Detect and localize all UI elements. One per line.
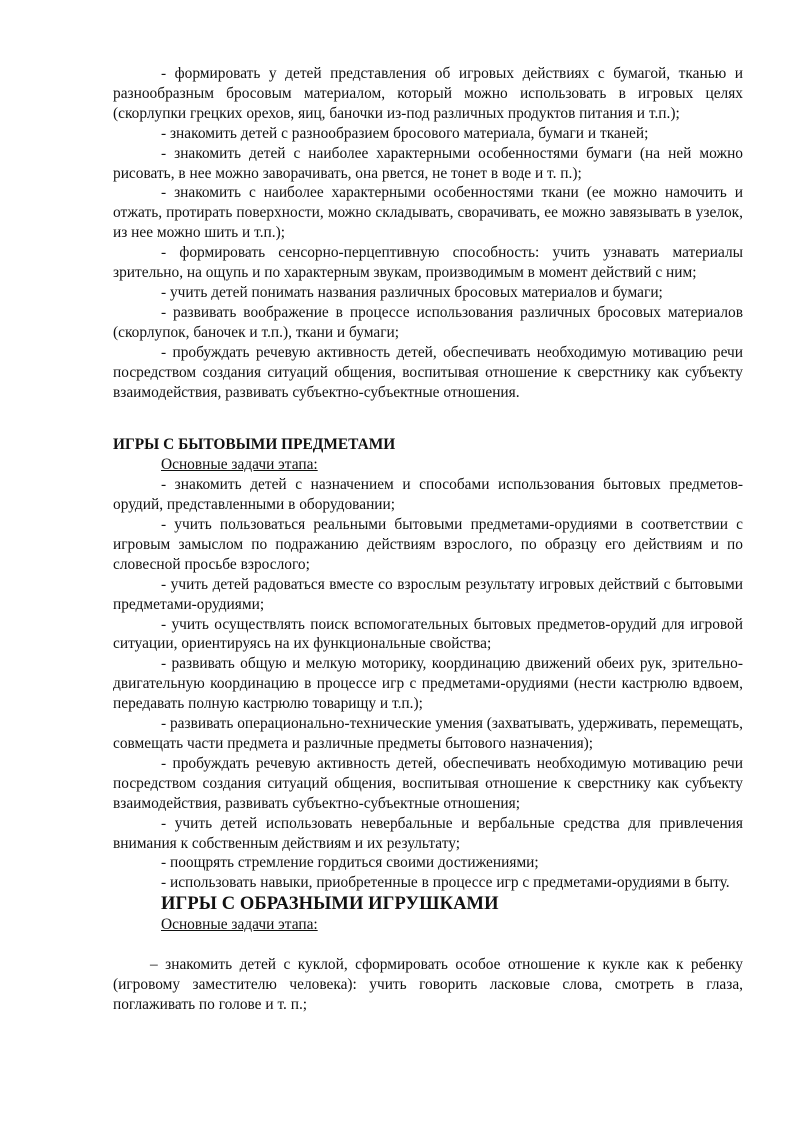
list-item: - знакомить с наиболее характерными особенностями ткани (ее можно намочить и отжать, протирать поверхности, можно складывать, сворачивать, ее можно завязывать в узелок, из нее можно шить и т.п.); [113, 184, 743, 242]
list-item: - учить осуществлять поиск вспомогательных бытовых предметов-орудий для игровой ситуации, ориентируясь на их функциональные свойства; [113, 615, 743, 653]
list-item: - развивать операционально-технические умения (захватывать, удерживать, перемещать, совмещать части предмета и различные предметы бытового назначения); [113, 715, 743, 752]
list-item: - учить детей использовать невербальные и вербальные средства для привлечения внимания к собственным действиям и их результату; [113, 814, 743, 852]
list-item: - пробуждать речевую активность детей, обеспечивать необходимую мотивацию речи посредством создания ситуаций общения, воспитывая отношение к сверстнику как субъекту взаимодействия, развивать субъектно-субъектные отношения; [113, 754, 743, 812]
list-item: - поощрять стремление гордиться своими достижениями; [161, 854, 539, 872]
document-page [113, 64, 743, 1015]
list-item: - знакомить детей с разнообразием бросового материала, бумаги и тканей; [161, 124, 649, 142]
list-item: - развивать общую и мелкую моторику, координацию движений обеих рук, зрительно-двигательную координацию в процессе игр с предметами-орудиями (нести кастрюлю вдвоем, передавать полную кастрюлю товарищу и т.п.); [113, 655, 743, 713]
spacer [113, 935, 743, 955]
list-item: - формировать у детей представления об игровых действиях с бумагой, тканью и разнообразным бросовым материалом, который можно использовать в игровых целях (скорлупки грецких орехов, яиц, баночки из-под различных продуктов питания и т.п.); [113, 65, 743, 122]
list-item: – знакомить детей с куклой, сформировать особое отношение к кукле как к ребенку (игровому заместителю человека): учить говорить ласковые слова, смотреть в глаза, поглаживать по голове и т. п.; [113, 956, 743, 1013]
section-heading: ИГРЫ С ОБРАЗНЫМИ ИГРУШКАМИ [161, 894, 499, 915]
list-item: - использовать навыки, приобретенные в процессе игр с предметами-орудиями в быту. [161, 874, 730, 892]
list-item: - знакомить детей с назначением и способами использования бытовых предметов-орудий, представленными в оборудовании; [113, 476, 743, 514]
list-item: - пробуждать речевую активность детей, обеспечивать необходимую мотивацию речи посредством создания ситуаций общения, воспитывая отношение к сверстнику как субъекту взаимодействия, развивать субъектно-субъектные отношения. [113, 343, 743, 401]
section-figurative-toys [113, 893, 743, 1015]
section-subheading: Основные задачи этапа: [161, 916, 318, 934]
section-household-items [113, 435, 743, 893]
list-item: - учить детей понимать названия различных бросовых материалов и бумаги; [161, 283, 663, 301]
list-item: - формировать сенсорно-перцептивную способность: учить узнавать материалы зрительно, на ощупь и по характерным звукам, производимым в момент действий с ним; [113, 244, 743, 282]
list-item: - учить пользоваться реальными бытовыми предметами-орудиями в соответствии с игровым замыслом по подражанию действиям взрослого, по образцу его действиям и по словесной просьбе взрослого; [113, 516, 743, 573]
section-subheading: Основные задачи этапа: [161, 456, 318, 474]
list-item: - учить детей радоваться вместе со взрослым результату игровых действий с бытовыми предметами-орудиями; [113, 575, 743, 613]
section-heading: ИГРЫ С БЫТОВЫМИ ПРЕДМЕТАМИ [113, 436, 396, 454]
list-item: - развивать воображение в процессе использования различных бросовых материалов (скорлупок, баночек и т.п.), ткани и бумаги; [113, 303, 743, 341]
section-materials [113, 64, 743, 402]
list-item: - знакомить детей с наиболее характерными особенностями бумаги (на ней можно рисовать, в нее можно заворачивать, она рвется, не тонет в воде и т. п.); [113, 144, 743, 182]
